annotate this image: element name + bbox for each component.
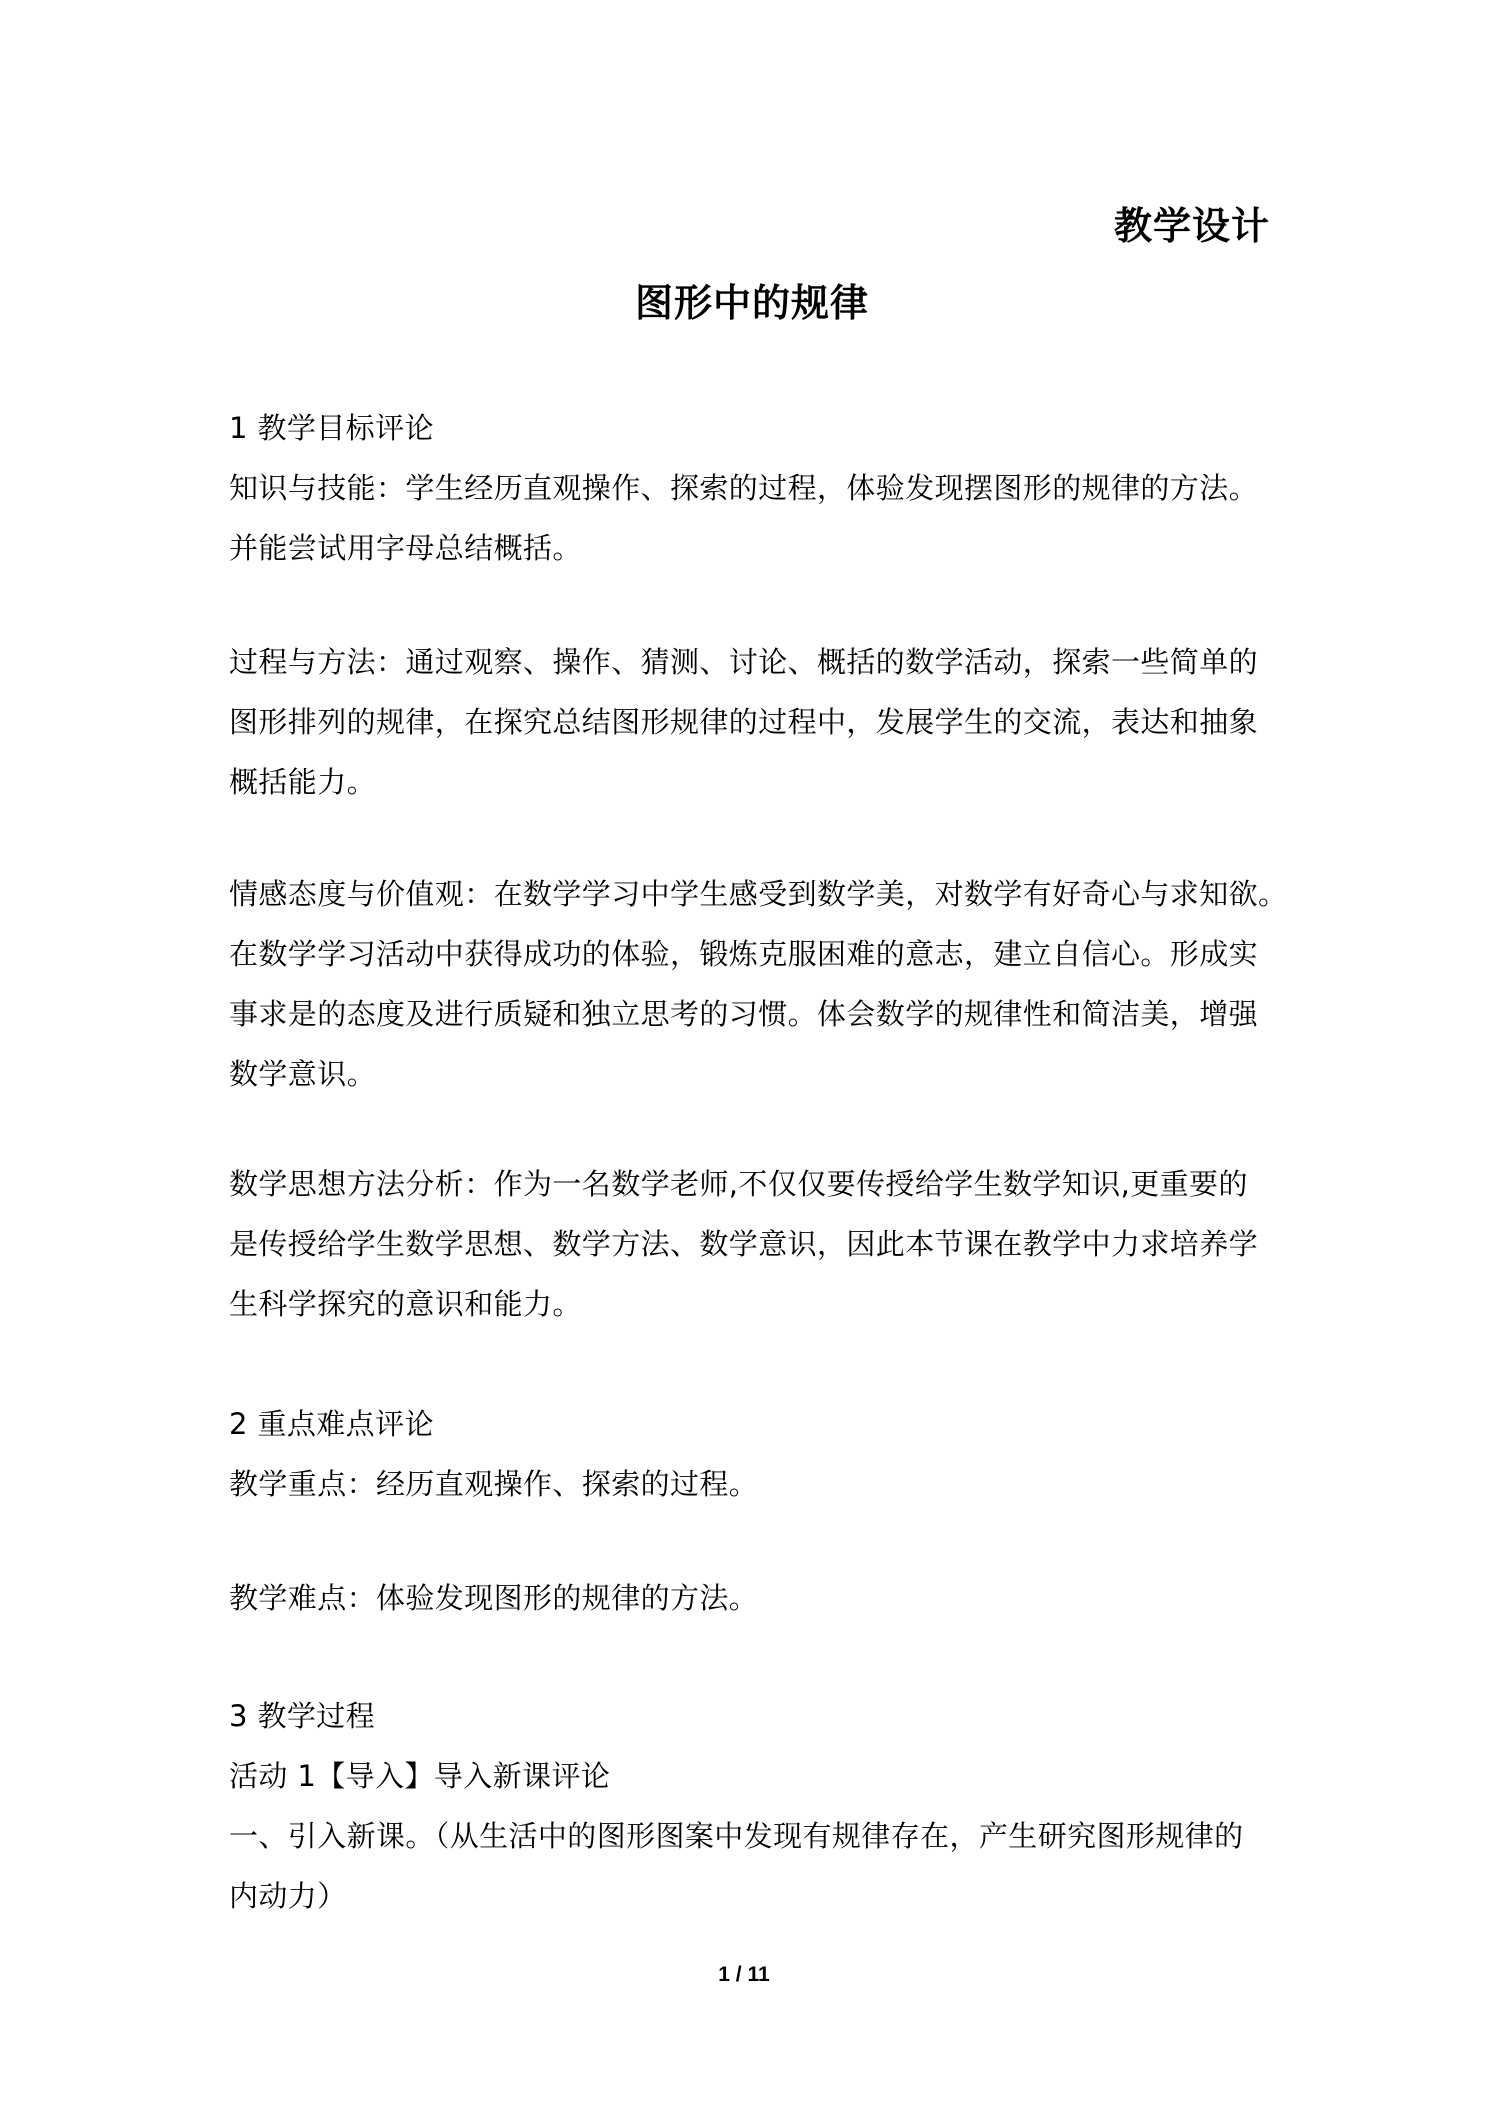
paragraph-process-method [229, 632, 1269, 812]
section-teaching-process [229, 1686, 1269, 1926]
text-line: 过程与方法：通过观察、操作、猜测、讨论、概括的数学活动，探索一些简单的 [229, 645, 1259, 679]
paragraph-math-thinking [229, 1154, 1269, 1334]
text-line: 数学思想方法分析：作为一名数学老师,不仅仅要传授给学生数学知识,更重要的 [229, 1167, 1248, 1201]
paragraph-difficulty [229, 1568, 1269, 1628]
paragraph-emotion-attitude [229, 864, 1288, 1104]
text-line: 一、引入新课。（从生活中的图形图案中发现有规律存在，产生研究图形规律的 [229, 1819, 1244, 1853]
section-goals-heading [229, 398, 1269, 458]
text-line: 概括能力。 [229, 765, 377, 799]
text-line: 1 教学目标评论 [229, 411, 434, 445]
text-line: 图形排列的规律，在探究总结图形规律的过程中，发展学生的交流，表达和抽象 [229, 705, 1259, 739]
text-line: 知识与技能：学生经历直观操作、探索的过程，体验发现摆图形的规律的方法。 [229, 471, 1259, 505]
text-line: 数学意识。 [229, 1057, 377, 1091]
paragraph-knowledge-skills [229, 458, 1269, 578]
text-line: 生科学探究的意识和能力。 [229, 1287, 582, 1321]
text-line: 事求是的态度及进行质疑和独立思考的习惯。体会数学的规律性和简洁美，增强 [229, 997, 1259, 1031]
text-line: 活动 1【导入】导入新课评论 [229, 1759, 611, 1793]
text-line: 教学难点：体验发现图形的规律的方法。 [229, 1581, 759, 1615]
section-key-points [229, 1394, 1269, 1514]
page-number: 1 / 11 [718, 1963, 770, 1986]
document-title: 图形中的规律 [634, 281, 869, 325]
text-line: 3 教学过程 [229, 1699, 376, 1733]
text-line: 情感态度与价值观：在数学学习中学生感受到数学美，对数学有好奇心与求知欲。 [229, 877, 1288, 911]
text-line: 并能尝试用字母总结概括。 [229, 531, 582, 565]
text-line: 教学重点：经历直观操作、探索的过程。 [229, 1467, 759, 1501]
text-line: 内动力） [229, 1879, 347, 1913]
text-line: 在数学学习活动中获得成功的体验，锻炼克服困难的意志，建立自信心。形成实 [229, 937, 1259, 971]
text-line: 2 重点难点评论 [229, 1407, 434, 1441]
text-line: 是传授给学生数学思想、数学方法、数学意识，因此本节课在教学中力求培养学 [229, 1227, 1259, 1261]
document-header: 教学设计 [1113, 204, 1270, 248]
